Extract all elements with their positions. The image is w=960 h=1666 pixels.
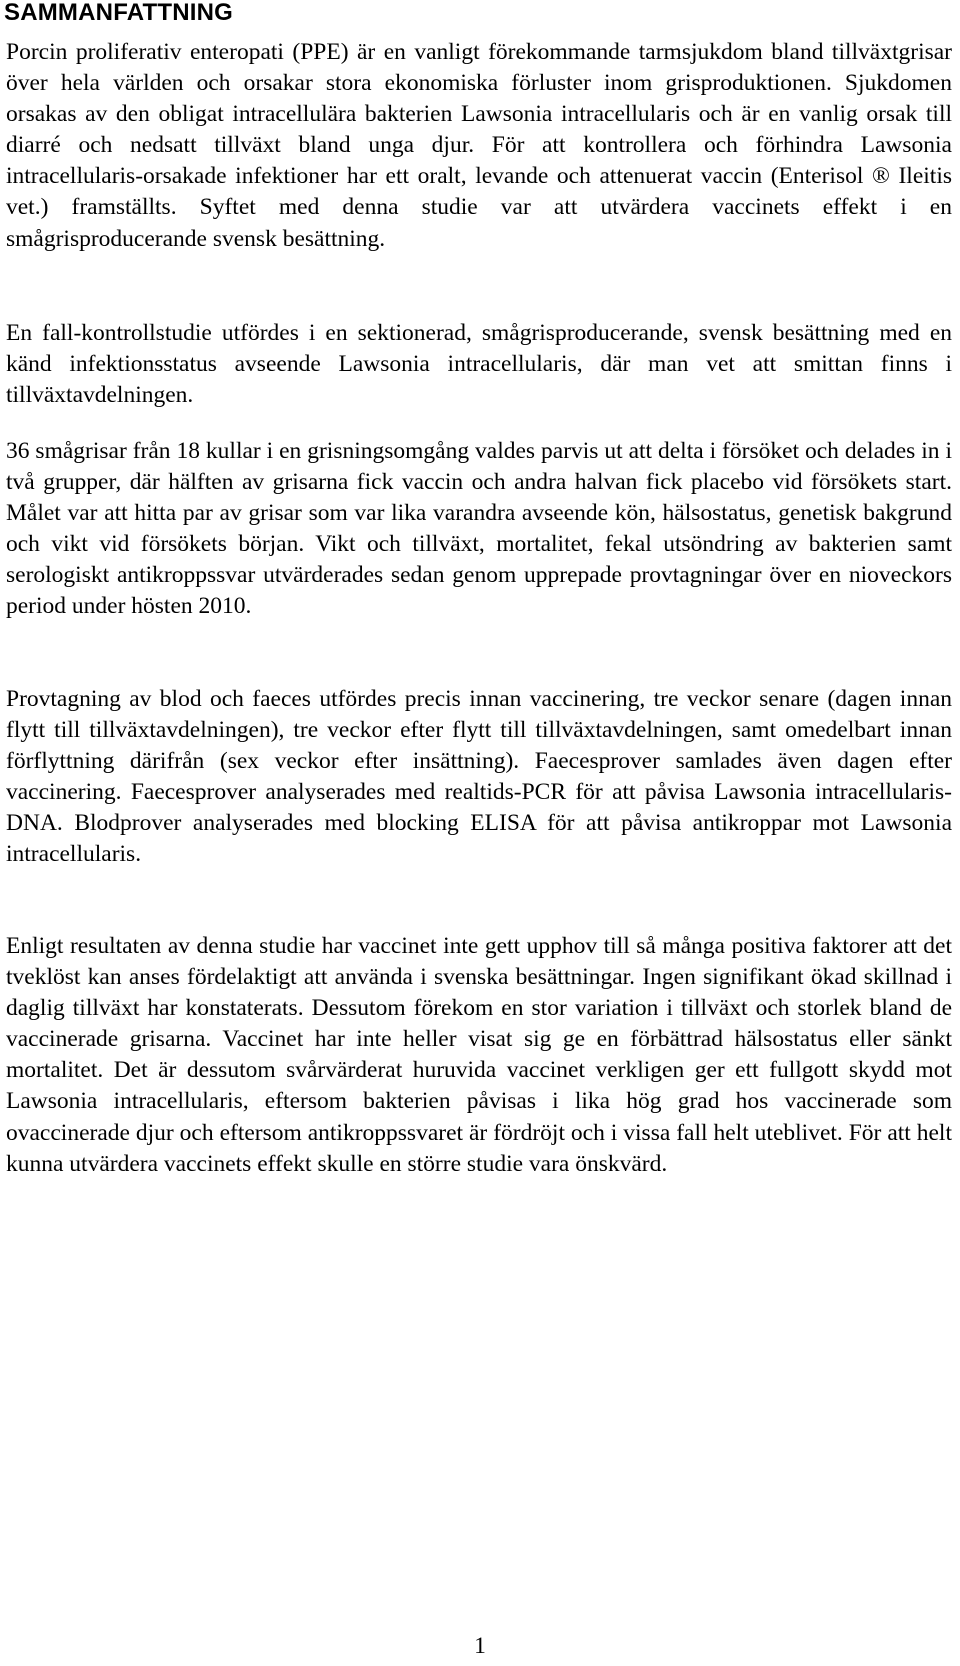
paragraph-results: Enligt resultaten av denna studie har vaccinet inte gett upphov till så många positiva faktorer att det tveklöst kan anses fördelaktigt att använda i svenska besättningar. Ingen signifikant ökad skillnad i daglig tillväxt har konstaterats. Dessutom förekom en stor variation i tillväxt och storlek bland de vaccinerade grisarna. Vaccinet har inte heller visat sig ge en förbättrad hälsostatus eller sänkt mortalitet. Det är dessutom svårvärderat huruvida vaccinet verkligen ger ett fullgott skydd mot Lawsonia intracellularis, eftersom bakterien påvisas i lika hög grad hos vaccinerade som ovaccinerade djur och eftersom antikroppssvaret är fördröjt och i vissa fall helt uteblivet. För att helt kunna utvärdera vaccinets effekt skulle en större studie vara önskvärd.	[6, 933, 952, 1177]
section-heading: SAMMANFATTNING	[4, 0, 233, 26]
paragraph-sampling: Provtagning av blod och faeces utfördes precis innan vaccinering, tre veckor senare (dagen innan flytt till tillväxtavdelningen), tre veckor efter flytt till tillväxtavdelningen, samt omedelbart innan förflyttning därifrån (sex veckor efter insättning). Faecesprover samlades även dagen efter vaccinering. Faecesprover analyserades med realtids-PCR för att påvisa Lawsonia intracellularis-DNA. Blodprover analyserades med blocking ELISA för att påvisa antikroppar mot Lawsonia intracellularis.	[6, 686, 952, 868]
paragraph-study-design: En fall-kontrollstudie utfördes i en sektionerad, smågrisproducerande, svensk besättning med en känd infektionsstatus avseende Lawsonia intracellularis, där man vet att smittan finns i tillväxtavdelningen.	[6, 320, 952, 409]
paragraph-study-animals: 36 smågrisar från 18 kullar i en grisningsomgång valdes parvis ut att delta i försöket och delades in i två grupper, där hälften av grisarna fick vaccin och andra halvan fick placebo vid försökets start. Målet var att hitta par av grisar som var lika varandra avseende kön, hälsostatus, genetisk bakgrund och vikt vid försökets början. Vikt och tillväxt, mortalitet, fekal utsöndring av bakterien samt serologiskt antikroppssvar utvärderades sedan genom upprepade provtagningar över en nioveckors period under hösten 2010.	[6, 438, 952, 620]
page-number: 1	[474, 1633, 486, 1659]
paragraph-background: Porcin proliferativ enteropati (PPE) är en vanligt förekommande tarmsjukdom bland tillväxtgrisar över hela världen och orsakar stora ekonomiska förluster inom grisproduktionen. Sjukdomen orsakas av den obligat intracellulära bakterien Lawsonia intracellularis och är en vanlig orsak till diarré och nedsatt tillväxt bland unga djur. För att kontrollera och förhindra Lawsonia intracellularis-orsakade infektioner har ett oralt, levande och attenuerat vaccin (Enterisol ® Ileitis vet.) framställts. Syftet med denna studie var att utvärdera vaccinets effekt i en smågrisproducerande svensk besättning.	[6, 39, 952, 252]
